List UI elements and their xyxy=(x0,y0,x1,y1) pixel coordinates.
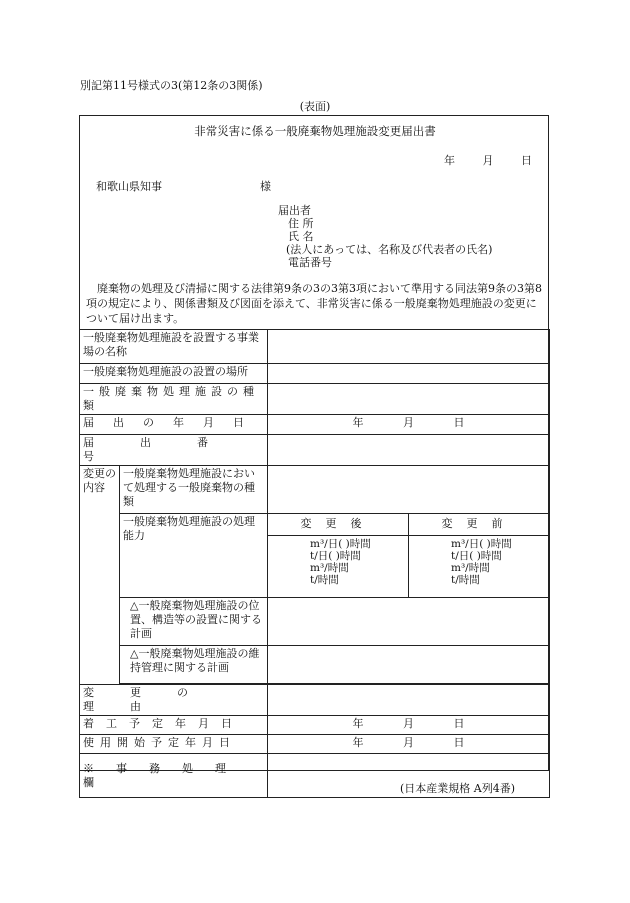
structure-plan-label: △一般廃棄物処理施設の位置、構造等の設置に関する計画 xyxy=(120,598,268,646)
notify-date-field[interactable]: 年 月 日 xyxy=(268,415,550,435)
facility-type-label: 一般廃棄物処理施設の種類 xyxy=(80,384,268,415)
reason-field[interactable] xyxy=(268,685,550,716)
use-date-label: 使用開始予定年月日 xyxy=(80,735,268,754)
capacity-before-cell[interactable] xyxy=(409,514,550,598)
submission-date[interactable]: 年 月 日 xyxy=(444,154,532,167)
form-reference: 別記第11号様式の3(第12条の3関係) xyxy=(80,79,263,92)
use-date-field[interactable]: 年 月 日 xyxy=(268,735,550,754)
capacity-before-header: 変更前 xyxy=(409,514,549,536)
waste-type-label: 一般廃棄物処理施設において処理する一般廃棄物の種類 xyxy=(120,466,268,514)
notify-number-field[interactable] xyxy=(268,435,550,466)
form-table xyxy=(79,329,550,798)
reason-label: 変更の理由 xyxy=(80,685,268,716)
change-content-label: 変更の内容 xyxy=(80,466,120,685)
capacity-after-cell[interactable] xyxy=(268,514,409,598)
side-label: (表面) xyxy=(299,100,331,113)
maintenance-plan-field[interactable] xyxy=(268,646,550,684)
location-field[interactable] xyxy=(268,364,550,384)
site-name-field[interactable] xyxy=(268,330,550,364)
capacity-before-units: m³/日( )時間 t/日( )時間 m³/時間 t/時間 xyxy=(451,538,512,586)
form-title: 非常災害に係る一般廃棄物処理施設変更届出書 xyxy=(194,124,436,138)
site-name-label: 一般廃棄物処理施設を設置する事業場の名称 xyxy=(80,330,268,364)
applicant-block xyxy=(278,204,492,269)
waste-type-field[interactable] xyxy=(268,466,550,514)
honorific: 様 xyxy=(260,180,271,193)
location-label: 一般廃棄物処理施設の設置の場所 xyxy=(80,364,268,384)
start-date-field[interactable]: 年 月 日 xyxy=(268,716,550,735)
addressee: 和歌山県知事 xyxy=(96,180,162,193)
office-use-label: ※事務処理欄 xyxy=(80,754,268,798)
capacity-label: 一般廃棄物処理施設の処理能力 xyxy=(120,514,268,598)
capacity-after-header: 変更後 xyxy=(268,514,408,536)
paper-size-note: (日本産業規格 A列4番) xyxy=(400,782,516,795)
notify-number-label: 届出番号 xyxy=(80,435,268,466)
declaration-text: 廃棄物の処理及び清掃に関する法律第9条の3の3第3項において準用する同法第9条の3第8項の規定により、関係書類及び図面を添えて、非常災害に係る一般廃棄物処理施設の変更について届け出ます。 xyxy=(86,282,542,325)
maintenance-plan-label: △一般廃棄物処理施設の維持管理に関する計画 xyxy=(120,646,268,684)
applicant-address[interactable]: 住 所 xyxy=(288,217,314,230)
start-date-label: 着工予定年月日 xyxy=(80,716,268,735)
facility-type-field[interactable] xyxy=(268,384,550,415)
notify-date-label: 届出の年月日 xyxy=(80,415,268,435)
applicant-name[interactable]: 氏 名 xyxy=(288,230,314,243)
applicant-phone[interactable]: 電話番号 xyxy=(288,256,332,269)
capacity-after-units: m³/日( )時間 t/日( )時間 m³/時間 t/時間 xyxy=(310,538,371,586)
structure-plan-field[interactable] xyxy=(268,598,550,646)
applicant-corp-note: (法人にあっては、名称及び代表者の氏名) xyxy=(286,243,493,256)
applicant-label: 届出者 xyxy=(278,204,311,217)
